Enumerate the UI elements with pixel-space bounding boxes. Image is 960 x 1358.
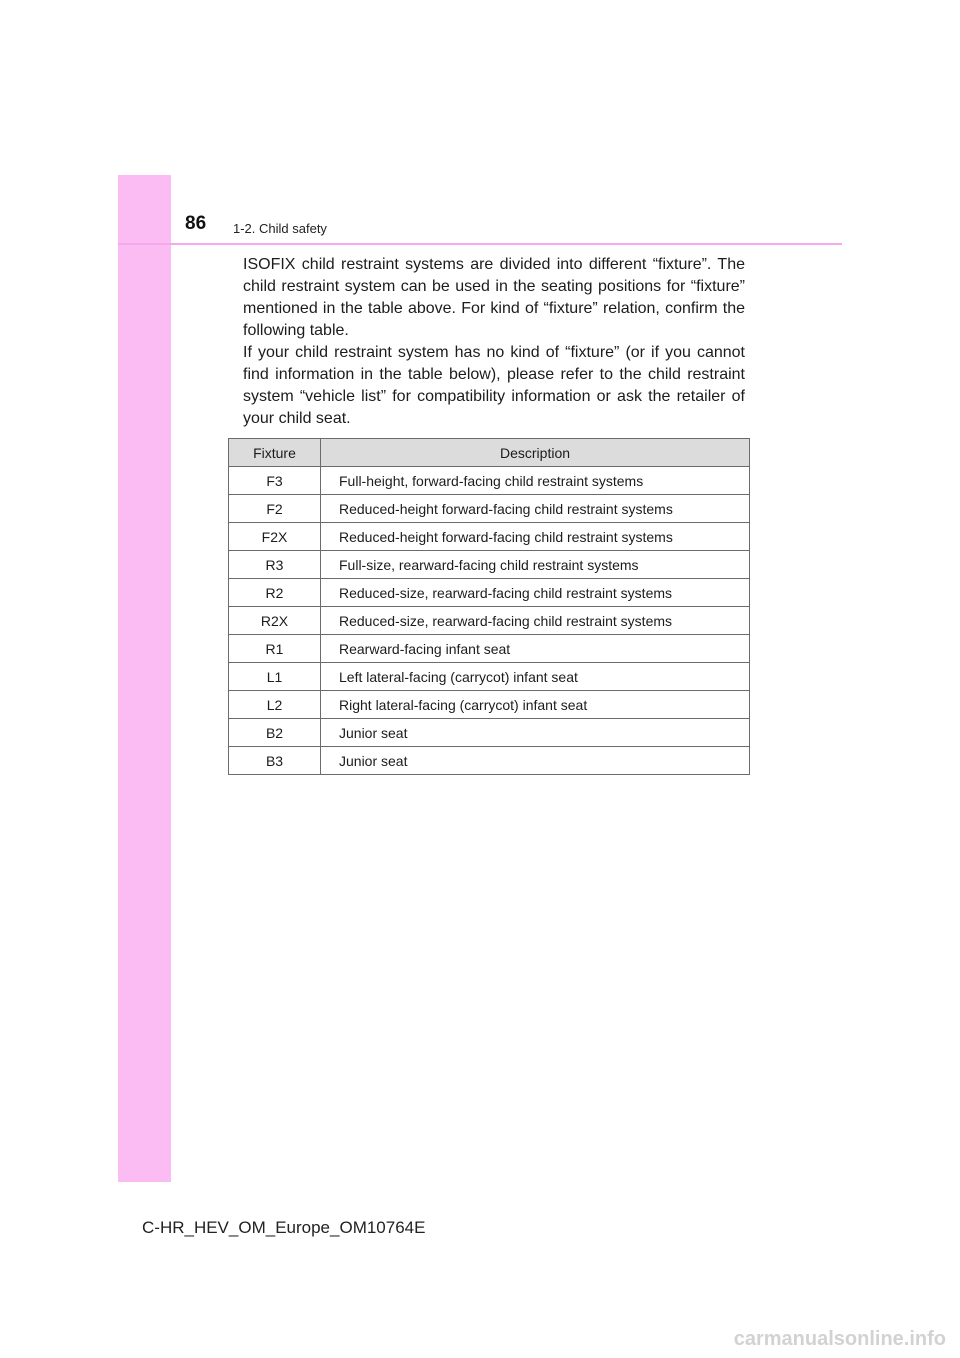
fixture-table <box>228 438 750 775</box>
table-row <box>229 635 750 663</box>
description-cell: Reduced-size, rearward-facing child restraint systems <box>321 607 750 635</box>
body-text <box>243 254 745 430</box>
description-cell: Right lateral-facing (carrycot) infant seat <box>321 691 750 719</box>
header-rule <box>118 243 842 245</box>
table-row <box>229 467 750 495</box>
description-cell: Junior seat <box>321 719 750 747</box>
fixture-cell: F2 <box>229 495 321 523</box>
fixture-cell: F3 <box>229 467 321 495</box>
paragraph-no-fixture: If your child restraint system has no kind of “fixture” (or if you cannot find information in the table below), please refer to the child restraint system “vehicle list” for compatibility information or ask the retailer of your child seat. <box>243 344 745 427</box>
table-row <box>229 663 750 691</box>
description-cell: Junior seat <box>321 747 750 775</box>
description-cell: Full-height, forward-facing child restraint systems <box>321 467 750 495</box>
table-header-row <box>229 439 750 467</box>
page-number: 86 <box>185 213 207 234</box>
header-fixture: Fixture <box>229 439 321 467</box>
table-row <box>229 551 750 579</box>
table-row <box>229 579 750 607</box>
description-cell: Left lateral-facing (carrycot) infant seat <box>321 663 750 691</box>
fixture-cell: B2 <box>229 719 321 747</box>
chapter-side-band <box>118 175 171 1182</box>
description-cell: Full-size, rearward-facing child restraint systems <box>321 551 750 579</box>
fixture-cell: R2X <box>229 607 321 635</box>
header-description: Description <box>321 439 750 467</box>
fixture-cell: F2X <box>229 523 321 551</box>
watermark-text: carmanualsonline.info <box>733 1328 946 1350</box>
fixture-cell: L2 <box>229 691 321 719</box>
fixture-cell: L1 <box>229 663 321 691</box>
document-code: C-HR_HEV_OM_Europe_OM10764E <box>142 1218 426 1237</box>
description-cell: Rearward-facing infant seat <box>321 635 750 663</box>
description-cell: Reduced-height forward-facing child restraint systems <box>321 495 750 523</box>
table-row <box>229 747 750 775</box>
fixture-cell: R1 <box>229 635 321 663</box>
table-row <box>229 691 750 719</box>
paragraph-isofix-fixture: ISOFIX child restraint systems are divided into different “fixture”. The child restraint system can be used in the seating positions for “fixture” mentioned in the table above. For kind of “fixture” relation, confirm the following table. <box>243 256 745 339</box>
section-title: 1-2. Child safety <box>233 221 327 236</box>
table-row <box>229 523 750 551</box>
table-row <box>229 607 750 635</box>
table-row <box>229 719 750 747</box>
fixture-cell: R3 <box>229 551 321 579</box>
fixture-cell: R2 <box>229 579 321 607</box>
description-cell: Reduced-height forward-facing child restraint systems <box>321 523 750 551</box>
table-row <box>229 495 750 523</box>
fixture-cell: B3 <box>229 747 321 775</box>
description-cell: Reduced-size, rearward-facing child restraint systems <box>321 579 750 607</box>
